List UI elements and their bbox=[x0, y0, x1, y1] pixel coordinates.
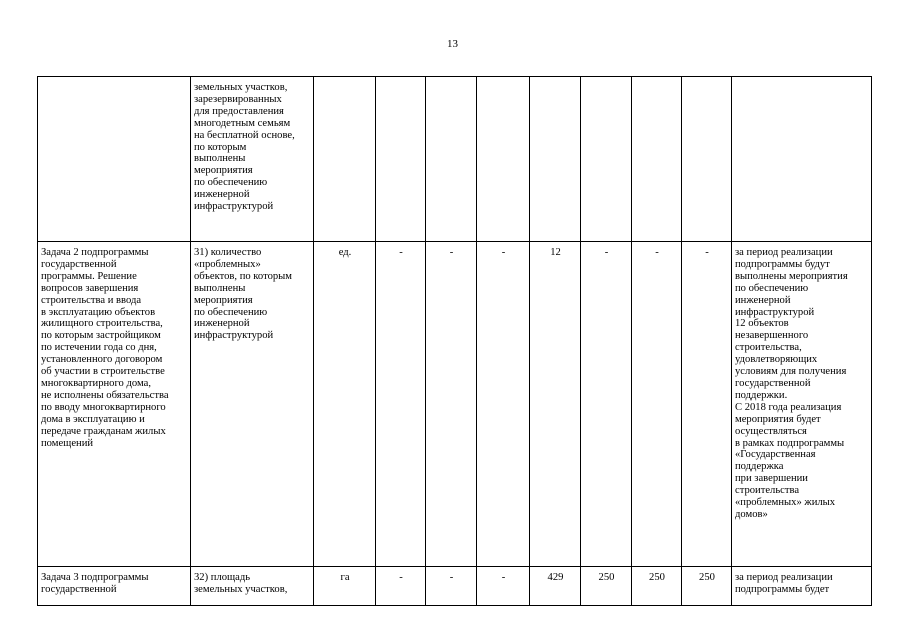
table-row bbox=[38, 77, 872, 242]
indicator-cell: 32) площадь земельных участков, bbox=[191, 567, 314, 606]
value-cell bbox=[632, 77, 682, 242]
table-row bbox=[38, 567, 872, 606]
value-cell: - bbox=[376, 567, 426, 606]
value-cell: 12 bbox=[530, 242, 581, 567]
value-cell: - bbox=[426, 242, 477, 567]
indicator-cell: 31) количество «проблемных» объектов, по которым выполнены мероприятия по обеспечению инженерной инфраструктурой bbox=[191, 242, 314, 567]
page-number: 13 bbox=[447, 38, 458, 50]
value-cell: - bbox=[632, 242, 682, 567]
task-cell bbox=[38, 77, 191, 242]
indicator-cell: земельных участков, зарезервированных для предоставления многодетным семьям на бесплатной основе, по которым выполнены мероприятия по обеспечению инженерной инфраструктурой bbox=[191, 77, 314, 242]
note-cell: за период реализации подпрограммы будет bbox=[732, 567, 872, 606]
value-cell: 250 bbox=[632, 567, 682, 606]
value-cell bbox=[682, 77, 732, 242]
indicators-table bbox=[37, 76, 872, 606]
value-cell bbox=[530, 77, 581, 242]
unit-cell: ед. bbox=[314, 242, 376, 567]
value-cell bbox=[426, 77, 477, 242]
value-cell bbox=[477, 77, 530, 242]
value-cell bbox=[581, 77, 632, 242]
task-cell: Задача 3 подпрограммы государственной bbox=[38, 567, 191, 606]
value-cell: 250 bbox=[581, 567, 632, 606]
value-cell: 429 bbox=[530, 567, 581, 606]
value-cell: 250 bbox=[682, 567, 732, 606]
note-cell bbox=[732, 77, 872, 242]
note-cell: за период реализации подпрограммы будут выполнены мероприятия по обеспечению инженерной инфраструктурой 12 объектов незавершенного строительства, удовлетворяющих условиям для получения государственной поддержки. С 2018 года реализация мероприятия будет осуществляться в рамках подпрограммы «Государственная поддержка при завершении строительства «проблемных» жилых домов» bbox=[732, 242, 872, 567]
unit-cell: га bbox=[314, 567, 376, 606]
value-cell: - bbox=[477, 567, 530, 606]
value-cell: - bbox=[682, 242, 732, 567]
table-row bbox=[38, 242, 872, 567]
task-cell: Задача 2 подпрограммы государственной программы. Решение вопросов завершения строительства и ввода в эксплуатацию объектов жилищного строительства, по которым застройщиком по истечении года со дня, установленного договором об участии в строительстве многоквартирного дома, не исполнены обязательства по вводу многоквартирного дома в эксплуатацию и передаче гражданам жилых помещений bbox=[38, 242, 191, 567]
unit-cell bbox=[314, 77, 376, 242]
value-cell bbox=[376, 77, 426, 242]
value-cell: - bbox=[477, 242, 530, 567]
value-cell: - bbox=[581, 242, 632, 567]
value-cell: - bbox=[376, 242, 426, 567]
value-cell: - bbox=[426, 567, 477, 606]
